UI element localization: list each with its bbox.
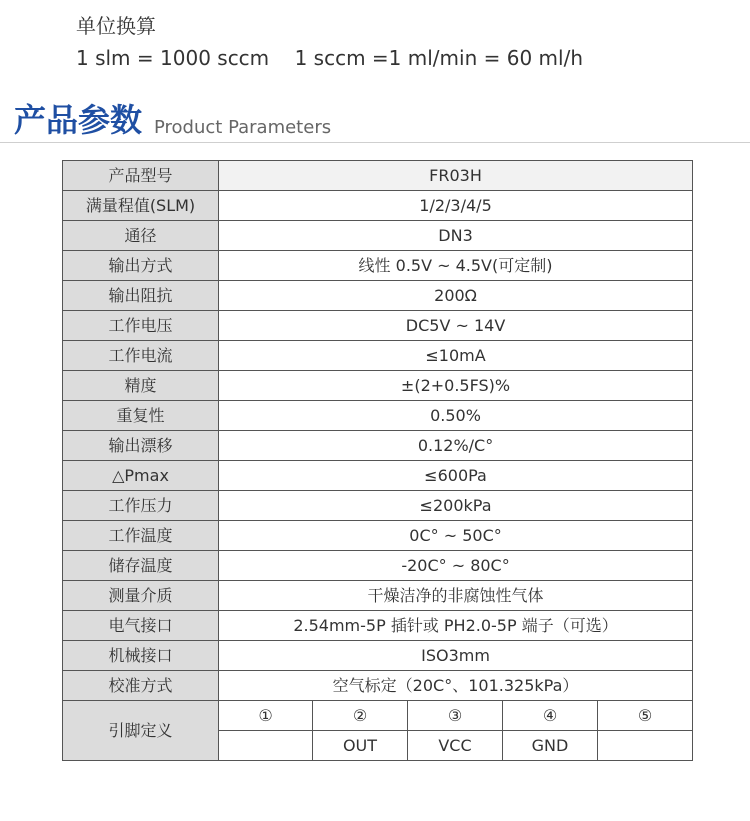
param-value: ±(2+0.5FS)% xyxy=(219,371,693,401)
param-value: 干燥洁净的非腐蚀性气体 xyxy=(219,581,693,611)
section-title-en: Product Parameters xyxy=(154,117,332,138)
param-label: 通径 xyxy=(63,221,219,251)
param-label: 产品型号 xyxy=(63,161,219,191)
table-row xyxy=(63,521,693,551)
unit-conversion-line: 1 slm = 1000 sccm 1 sccm =1 ml/min = 60 ml/h xyxy=(76,46,583,70)
param-value: DC5V ~ 14V xyxy=(219,311,693,341)
table-row xyxy=(63,221,693,251)
table-row xyxy=(63,671,693,701)
pin-name-1 xyxy=(219,731,313,761)
table-row xyxy=(63,581,693,611)
pin-number-1: ① xyxy=(219,701,313,731)
param-value: -20C° ~ 80C° xyxy=(219,551,693,581)
param-label: 储存温度 xyxy=(63,551,219,581)
table-row xyxy=(63,641,693,671)
param-value: 200Ω xyxy=(219,281,693,311)
pin-name-2: OUT xyxy=(313,731,408,761)
unit-conversion-title: 单位换算 xyxy=(76,14,156,38)
pin-number-row xyxy=(63,701,693,731)
pin-name-5 xyxy=(598,731,693,761)
param-label: 工作温度 xyxy=(63,521,219,551)
table-row xyxy=(63,371,693,401)
table-row xyxy=(63,491,693,521)
param-label: 满量程值(SLM) xyxy=(63,191,219,221)
param-label: 输出漂移 xyxy=(63,431,219,461)
table-row xyxy=(63,311,693,341)
table-row xyxy=(63,191,693,221)
parameters-table xyxy=(62,160,693,761)
param-value: 1/2/3/4/5 xyxy=(219,191,693,221)
param-value: 0C° ~ 50C° xyxy=(219,521,693,551)
param-label: 工作电压 xyxy=(63,311,219,341)
table-row xyxy=(63,611,693,641)
param-value: ≤600Pa xyxy=(219,461,693,491)
table-row xyxy=(63,251,693,281)
param-label: 电气接口 xyxy=(63,611,219,641)
param-label: △Pmax xyxy=(63,461,219,491)
param-value: 空气标定（20C°、101.325kPa） xyxy=(219,671,693,701)
pin-number-5: ⑤ xyxy=(598,701,693,731)
param-label: 工作压力 xyxy=(63,491,219,521)
param-label: 输出阻抗 xyxy=(63,281,219,311)
param-label: 输出方式 xyxy=(63,251,219,281)
param-value: 0.50% xyxy=(219,401,693,431)
table-row xyxy=(63,551,693,581)
param-label: 重复性 xyxy=(63,401,219,431)
param-label: 测量介质 xyxy=(63,581,219,611)
param-label: 校准方式 xyxy=(63,671,219,701)
table-row xyxy=(63,461,693,491)
table-row xyxy=(63,161,693,191)
section-divider xyxy=(0,142,750,143)
pin-definition-label: 引脚定义 xyxy=(63,701,219,761)
param-value: 线性 0.5V ~ 4.5V(可定制) xyxy=(219,251,693,281)
param-label: 工作电流 xyxy=(63,341,219,371)
param-value: ≤200kPa xyxy=(219,491,693,521)
pin-name-4: GND xyxy=(503,731,598,761)
param-value: 2.54mm-5P 插针或 PH2.0-5P 端子（可选） xyxy=(219,611,693,641)
pin-number-2: ② xyxy=(313,701,408,731)
param-label: 机械接口 xyxy=(63,641,219,671)
pin-name-3: VCC xyxy=(408,731,503,761)
pin-number-3: ③ xyxy=(408,701,503,731)
param-value: ≤10mA xyxy=(219,341,693,371)
table-row xyxy=(63,281,693,311)
param-value: DN3 xyxy=(219,221,693,251)
param-label: 精度 xyxy=(63,371,219,401)
pin-number-4: ④ xyxy=(503,701,598,731)
table-row xyxy=(63,401,693,431)
table-row xyxy=(63,431,693,461)
param-value: ISO3mm xyxy=(219,641,693,671)
section-title-cn: 产品参数 xyxy=(14,101,143,139)
param-value: 0.12%/C° xyxy=(219,431,693,461)
param-value: FR03H xyxy=(219,161,693,191)
table-row xyxy=(63,341,693,371)
